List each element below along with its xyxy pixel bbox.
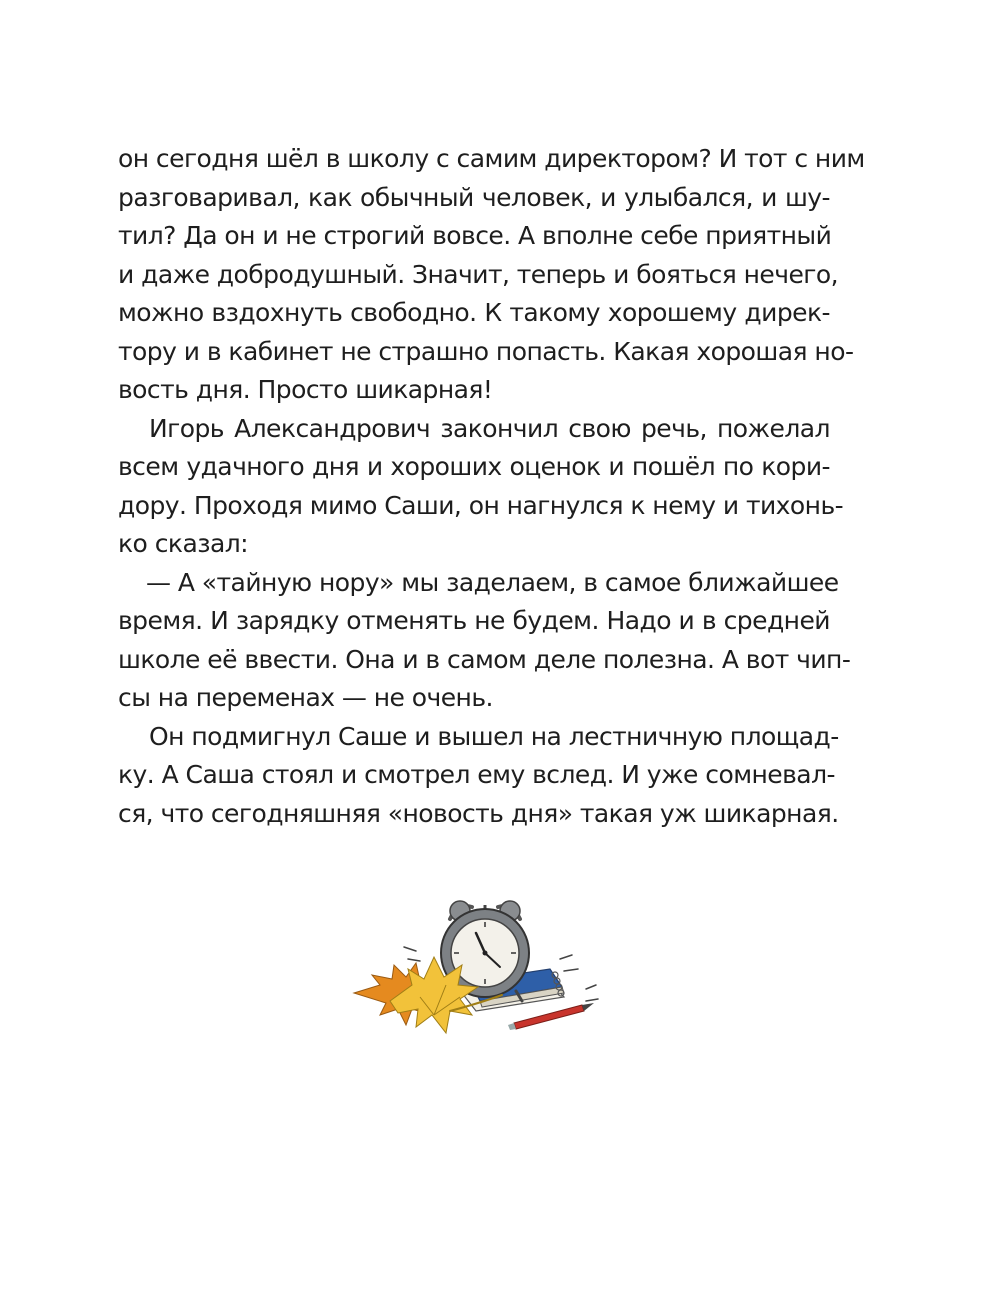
text-line: школе её ввести. Она и в самом деле полезна. А вот чип- — [118, 644, 851, 674]
text-line: ко сказал: — [118, 529, 249, 558]
text-line: время. И зарядку отменять не будем. Надо и в средней — [118, 606, 830, 635]
text-line: всем удачного дня и хороших оценок и пошёл по кори- — [118, 452, 830, 481]
text-line: он сегодня шёл в школу с самим директором? И тот с ним — [118, 144, 865, 173]
illustration-svg — [350, 885, 610, 1045]
paragraph-2 — [118, 410, 844, 564]
text-line: ку. А Саша стоял и смотрел ему вслед. И уже сомневал- — [118, 760, 835, 789]
paragraph-4 — [118, 718, 839, 834]
text-line: Он подмигнул Саше и вышел на лестничную площад- — [149, 721, 839, 751]
red-pen — [508, 1003, 594, 1030]
text-line: тил? Да он и не строгий вовсе. А вполне себе приятный — [118, 221, 832, 250]
text-line: вость дня. Просто шикарная! — [118, 375, 493, 404]
paragraph-1 — [118, 140, 865, 410]
story-text — [118, 140, 865, 833]
alarm-clock-notebook-leaves-illustration — [350, 885, 610, 1045]
text-line: — А «тайную нору» мы заделаем, в самое ближайшее — [146, 567, 839, 597]
text-line: дору. Проходя мимо Саши, он нагнулся к нему и тихонь- — [118, 490, 844, 520]
text-line: ся, что сегодняшняя «новость дня» такая уж шикарная. — [118, 798, 839, 828]
paragraph-3-dialogue — [118, 564, 851, 718]
text-line: сы на переменах — не очень. — [118, 683, 493, 712]
text-line: можно вздохнуть свободно. К такому хорошему дирек- — [118, 298, 830, 327]
text-line: и даже добродушный. Значит, теперь и бояться нечего, — [118, 259, 839, 289]
text-line: разговаривал, как обычный человек, и улыбался, и шу- — [118, 182, 830, 212]
text-line: Игорь Александрович закончил свою речь, пожелал — [149, 413, 830, 443]
text-line: тору и в кабинет не страшно попасть. Какая хорошая но- — [118, 336, 854, 366]
